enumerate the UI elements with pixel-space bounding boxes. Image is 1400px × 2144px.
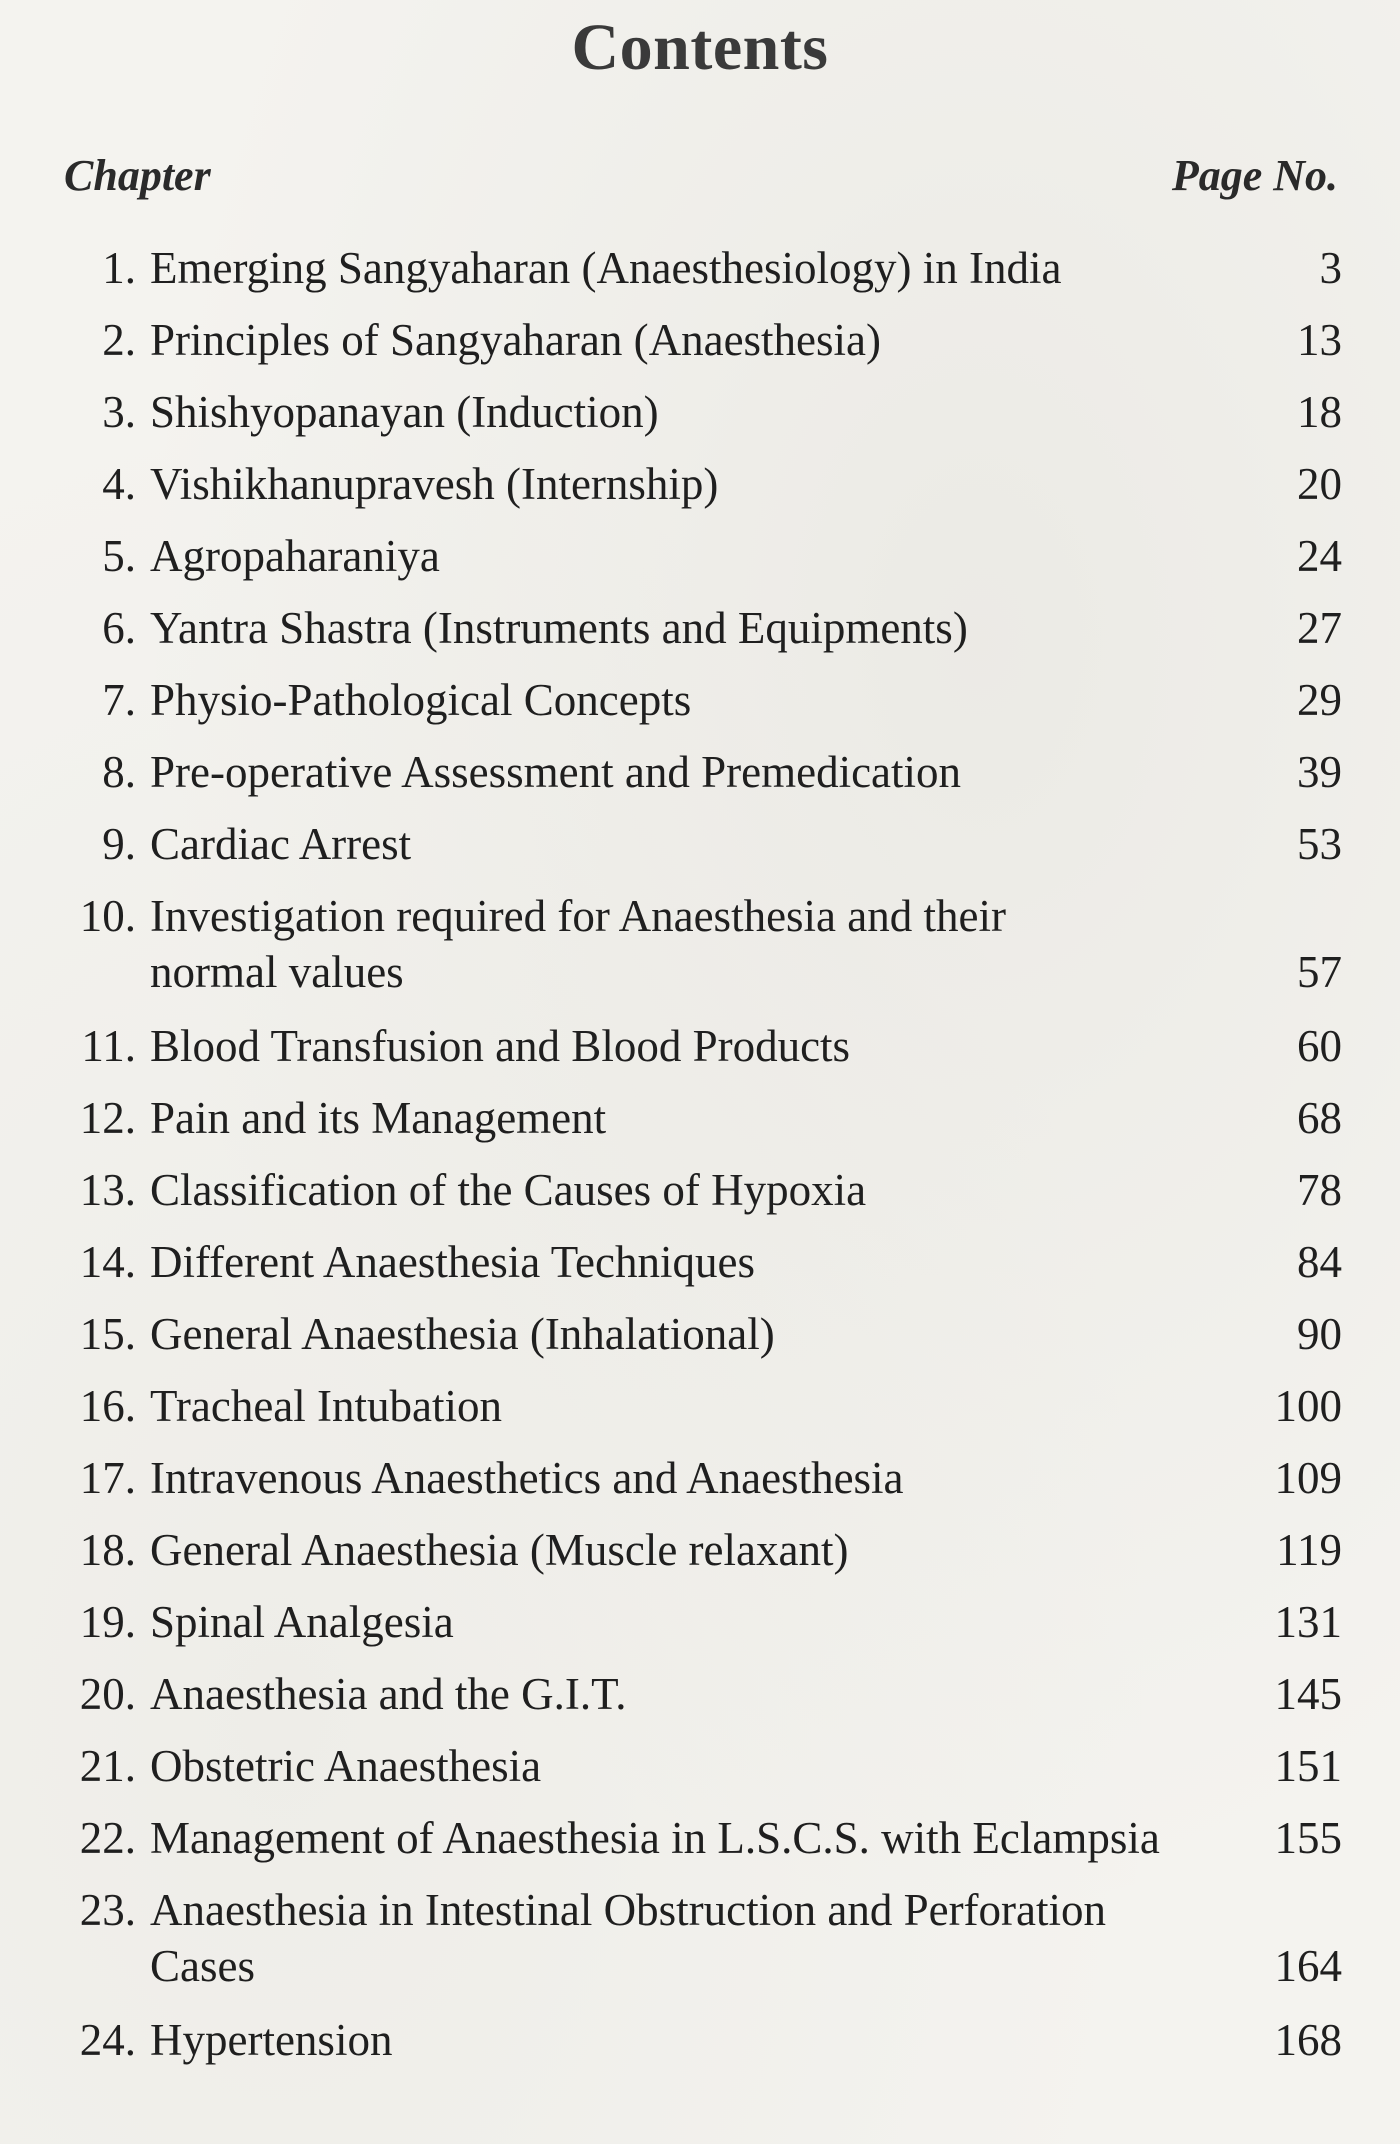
chapter-number: 24. [79,2015,136,2065]
page-number: 60 [1297,1021,1342,1071]
chapter-title: Physio-Pathological Concepts [150,675,692,725]
page-number: 20 [1297,459,1342,509]
chapter-title: Cardiac Arrest [150,819,412,869]
toc-entry [0,1370,1400,1442]
chapter-number: 4. [102,459,136,509]
toc-entry [0,1514,1400,1586]
page-number: 119 [1276,1525,1342,1575]
toc-entry [0,1082,1400,1154]
chapter-number: 20. [79,1669,136,1719]
page-number: 164 [1274,1941,1342,1991]
chapter-number: 16. [79,1381,136,1431]
page-number: 145 [1274,1669,1342,1719]
page-number: 78 [1297,1165,1342,1215]
page-number: 155 [1274,1813,1342,1863]
chapter-number: 9. [102,819,136,869]
chapter-number: 8. [102,747,136,797]
chapter-number: 3. [102,387,136,437]
page-number: 24 [1297,531,1342,581]
toc-entry [0,1802,1400,1874]
chapter-title-continuation: normal values [150,947,404,997]
toc-entry [0,592,1400,664]
page-title: Contents [571,11,829,84]
toc-entry [0,880,1400,1010]
chapter-title: Anaesthesia and the G.I.T. [150,1669,627,1719]
chapter-title: Pain and its Management [150,1093,607,1143]
page-number: 57 [1297,947,1342,997]
table-of-contents [0,232,1400,2076]
chapter-number: 22. [79,1813,136,1863]
chapter-title: Management of Anaesthesia in L.S.C.S. with Eclampsia [150,1813,1160,1863]
toc-entry [0,1298,1400,1370]
chapter-title: Principles of Sangyaharan (Anaesthesia) [150,315,882,365]
chapter-number: 13. [79,1165,136,1215]
chapter-number: 17. [79,1453,136,1503]
chapter-title: Yantra Shastra (Instruments and Equipments) [150,603,968,653]
chapter-number: 6. [102,603,136,653]
chapter-title: Pre-operative Assessment and Premedication [150,747,962,797]
page-number: 18 [1297,387,1342,437]
toc-entry [0,304,1400,376]
toc-entry [0,376,1400,448]
chapter-title: Vishikhanupravesh (Internship) [150,459,719,509]
toc-entry [0,1010,1400,1082]
toc-entry [0,1226,1400,1298]
toc-entry [0,232,1400,304]
chapter-number: 23. [79,1885,136,1935]
page-number: 39 [1297,747,1342,797]
page-number: 131 [1274,1597,1342,1647]
toc-entry [0,736,1400,808]
chapter-title: General Anaesthesia (Muscle relaxant) [150,1525,849,1575]
toc-entry [0,1658,1400,1730]
chapter-number: 12. [79,1093,136,1143]
toc-entry [0,664,1400,736]
chapter-title: General Anaesthesia (Inhalational) [150,1309,775,1359]
toc-entry [0,1586,1400,1658]
toc-entry [0,808,1400,880]
chapter-title: Investigation required for Anaesthesia and their [150,891,1006,941]
chapter-title: Hypertension [150,2015,393,2065]
chapter-number: 5. [102,531,136,581]
page-number: 151 [1274,1741,1342,1791]
chapter-column-header: Chapter [64,151,211,200]
page-number: 90 [1297,1309,1342,1359]
chapter-number: 2. [102,315,136,365]
chapter-title: Different Anaesthesia Techniques [150,1237,755,1287]
toc-entry [0,1874,1400,2004]
toc-entry [0,2004,1400,2076]
page-number: 168 [1274,2015,1342,2065]
chapter-number: 18. [79,1525,136,1575]
chapter-number: 19. [79,1597,136,1647]
chapter-title-continuation: Cases [150,1941,255,1991]
toc-entry [0,1154,1400,1226]
page-number: 53 [1297,819,1342,869]
chapter-number: 11. [81,1021,136,1071]
page-number: 84 [1297,1237,1342,1287]
chapter-title: Spinal Analgesia [150,1597,454,1647]
chapter-title: Anaesthesia in Intestinal Obstruction and Perforation [150,1885,1107,1935]
chapter-title: Classification of the Causes of Hypoxia [150,1165,867,1215]
page-number-column-header: Page No. [1171,151,1338,200]
chapter-number: 10. [79,891,136,941]
chapter-title: Agropaharaniya [150,531,440,581]
chapter-number: 14. [79,1237,136,1287]
toc-entry [0,520,1400,592]
toc-entry [0,448,1400,520]
page-number: 29 [1297,675,1342,725]
chapter-title: Tracheal Intubation [150,1381,503,1431]
chapter-title: Obstetric Anaesthesia [150,1741,542,1791]
chapter-number: 21. [79,1741,136,1791]
chapter-title: Blood Transfusion and Blood Products [150,1021,851,1071]
page-number: 109 [1274,1453,1342,1503]
chapter-number: 7. [102,675,136,725]
toc-entry [0,1730,1400,1802]
chapter-title: Shishyopanayan (Induction) [150,387,659,437]
chapter-number: 1. [102,243,136,293]
toc-entry [0,1442,1400,1514]
page-number: 3 [1319,243,1342,293]
page-number: 68 [1297,1093,1342,1143]
chapter-number: 15. [79,1309,136,1359]
page-number: 13 [1297,315,1342,365]
chapter-title: Intravenous Anaesthetics and Anaesthesia [150,1453,904,1503]
page-number: 27 [1297,603,1342,653]
chapter-title: Emerging Sangyaharan (Anaesthesiology) in India [150,243,1062,293]
page-number: 100 [1274,1381,1342,1431]
